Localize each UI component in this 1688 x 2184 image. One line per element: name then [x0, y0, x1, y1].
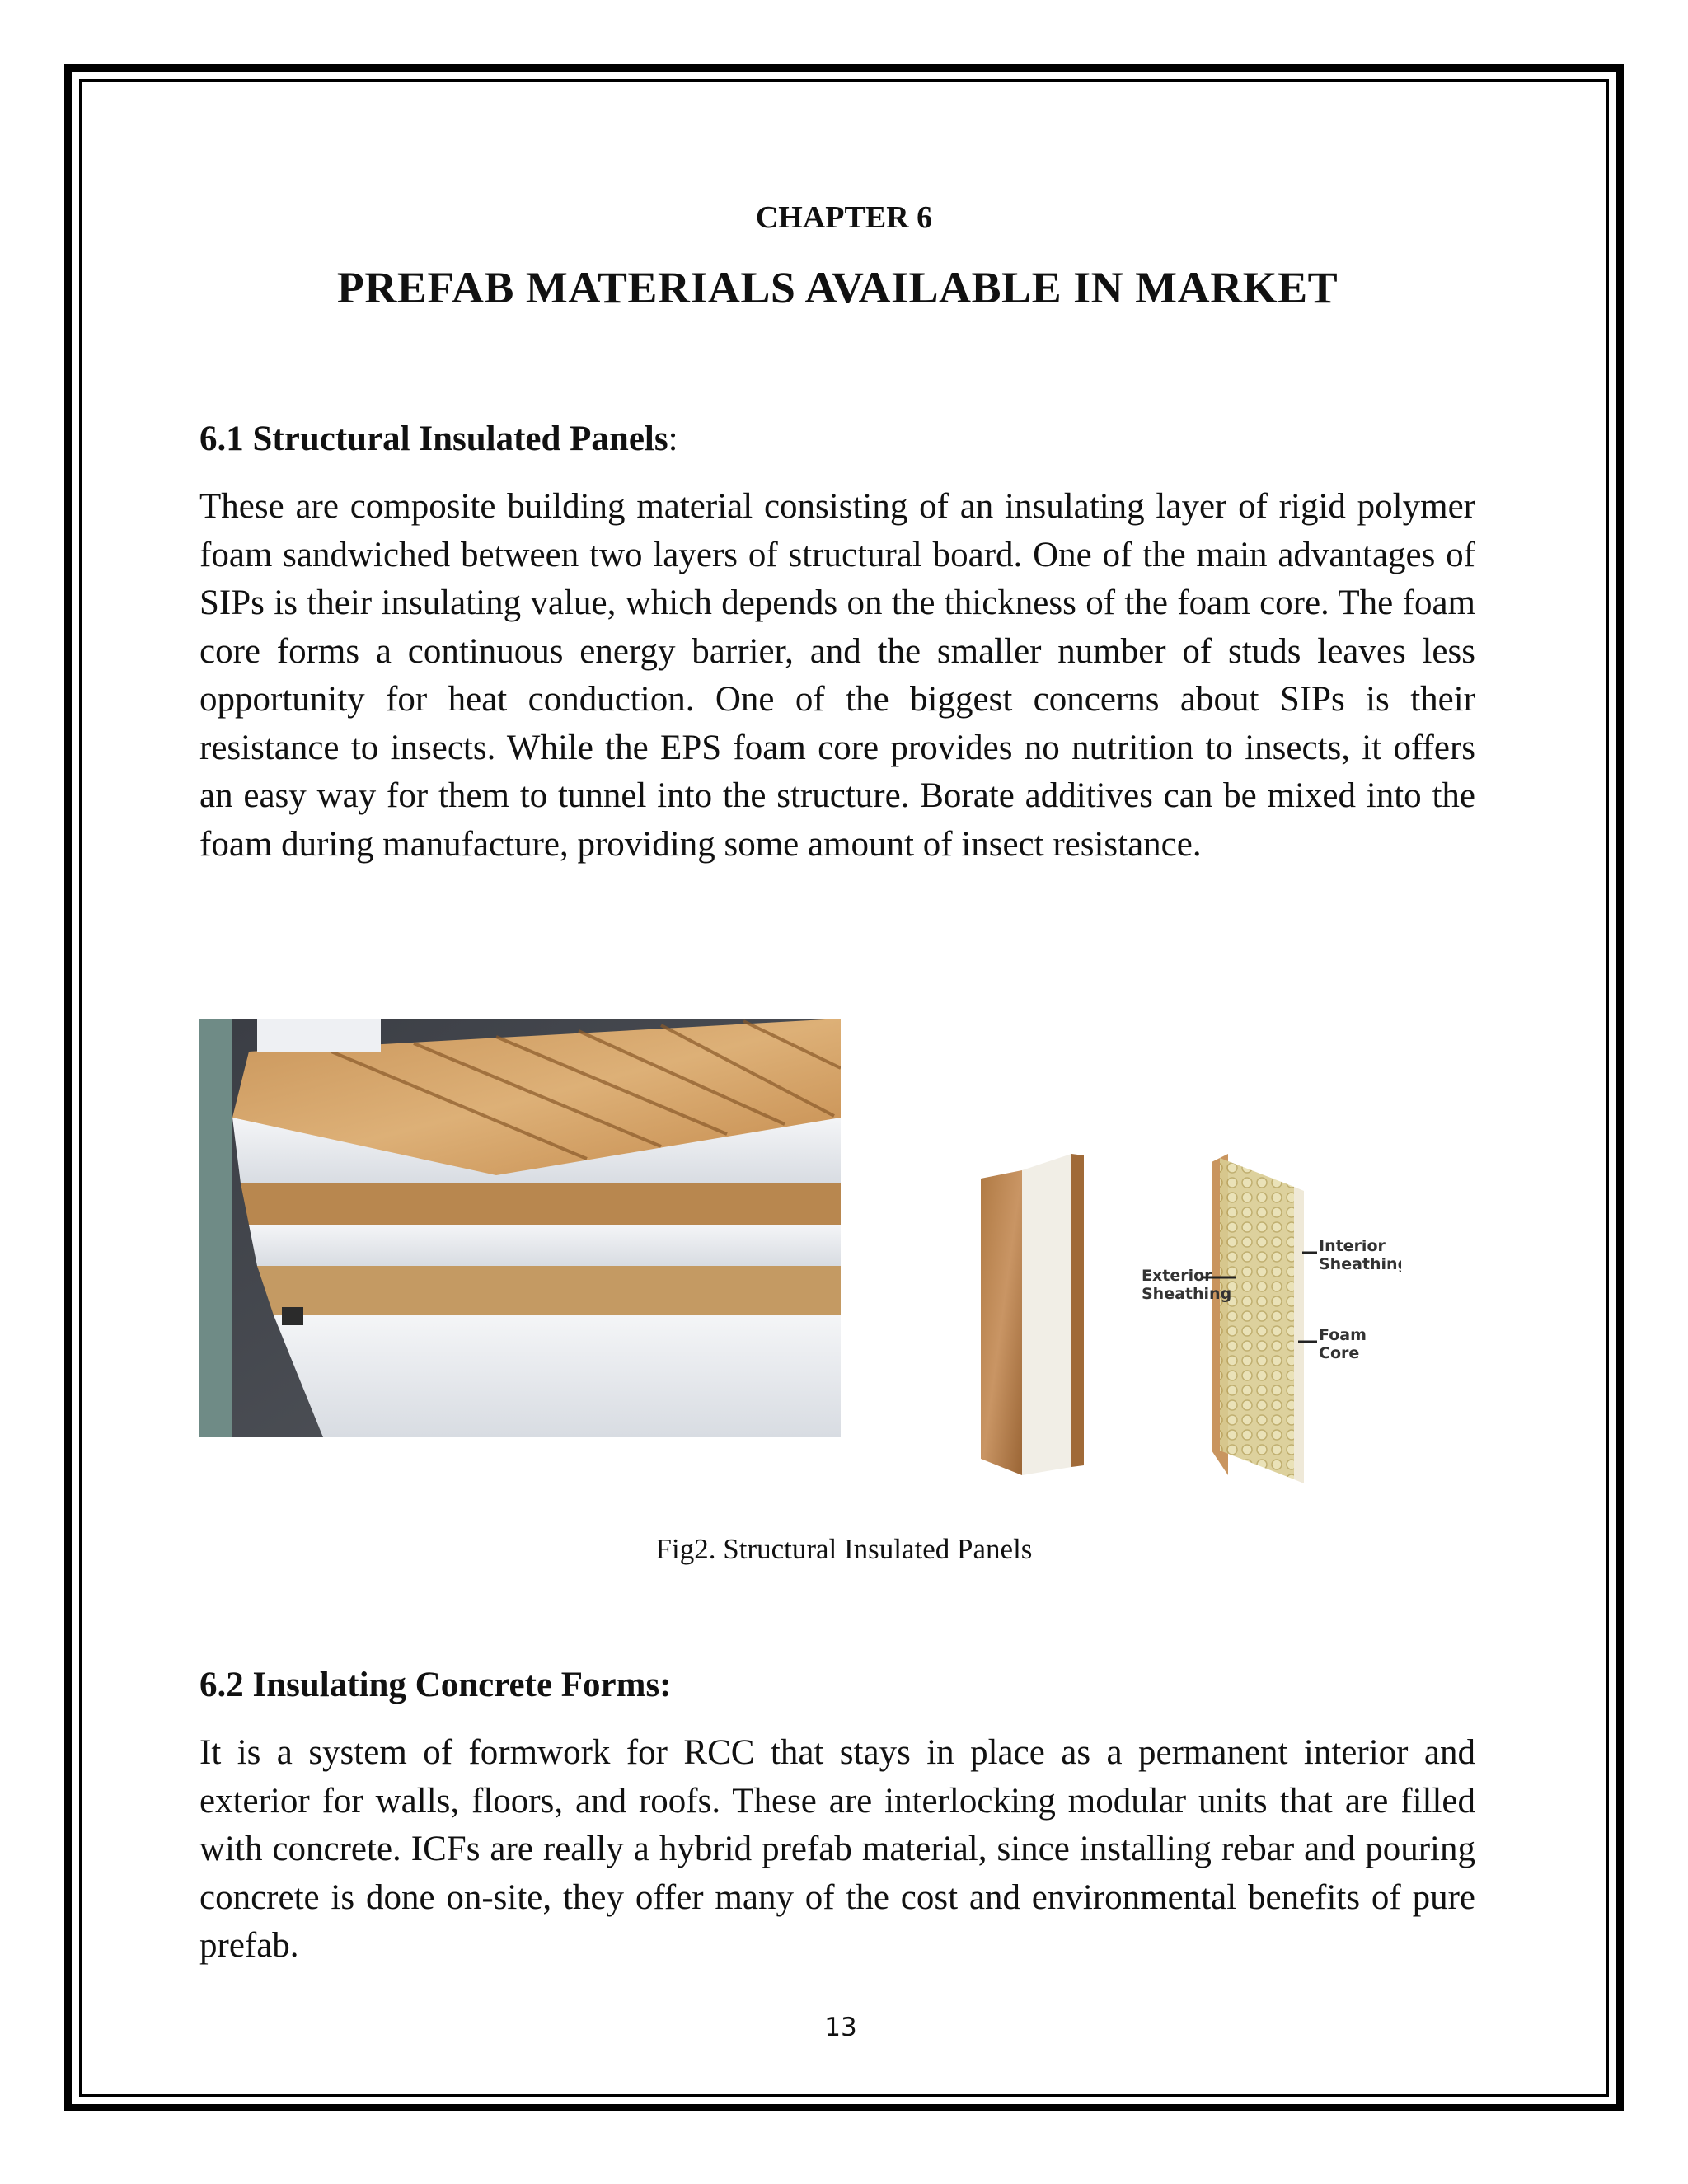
layer-foam-core	[1220, 1158, 1294, 1479]
label-foam-core-2: Core	[1319, 1344, 1360, 1362]
section-heading-icf: 6.2 Insulating Concrete Forms:	[199, 1666, 672, 1704]
label-exterior-sheathing-1: Exterior	[1142, 1267, 1212, 1285]
sip-stack-photo	[199, 1019, 841, 1437]
sip-stack-photo-illustration	[199, 1019, 841, 1437]
panel-block-foam	[1022, 1154, 1071, 1475]
chapter-title: PREFAB MATERIALS AVAILABLE IN MARKET	[336, 263, 1339, 312]
figure-caption: Fig2. Structural Insulated Panels	[655, 1533, 1033, 1565]
label-interior-sheathing-2: Sheathing	[1319, 1255, 1401, 1273]
label-exterior-sheathing-2: Sheathing	[1142, 1285, 1232, 1303]
sip-diagram-illustration	[973, 1146, 1401, 1492]
section-heading-colon: :	[668, 419, 678, 458]
panel-block-front	[981, 1170, 1022, 1475]
section-heading-text: 6.1 Structural Insulated Panels	[199, 419, 668, 458]
page-number: 13	[824, 2013, 857, 2042]
sip-diagram	[973, 1146, 1401, 1492]
chapter-label: CHAPTER 6	[755, 200, 933, 235]
panel-block-back	[1071, 1154, 1084, 1467]
label-foam-core-1: Foam	[1319, 1326, 1367, 1344]
section-body-sip: These are composite building material consisting of an insulating layer of rigid polymer foam sandwiched between two layers of structural board. One of the main advantages of SIPs is their insulating value, which depends on the thickness of the foam core. The foam core forms a continuous energy barrier, and the smaller number of studs leaves less opportunity for heat conduction. One of the biggest concerns about SIPs is their resistance to insects. While the EPS foam core provides no nutrition to insects, it offers an easy way for them to tunnel into the structure. Borate additives can be mixed into the foam during manufacture, providing some amount of insect resistance.	[199, 487, 1475, 864]
section-heading-sip	[199, 419, 678, 459]
layer-interior-sheathing	[1294, 1187, 1304, 1483]
label-interior-sheathing-1: Interior	[1319, 1237, 1386, 1255]
section-body-icf: It is a system of formwork for RCC that stays in place as a permanent interior and exterior for walls, floors, and roofs. These are interlocking modular units that are filled with concrete. ICFs are really a hybrid prefab material, since installing rebar and pouring concrete is done on-site, they offer many of the cost and environmental benefits of pure prefab.	[199, 1733, 1475, 1965]
